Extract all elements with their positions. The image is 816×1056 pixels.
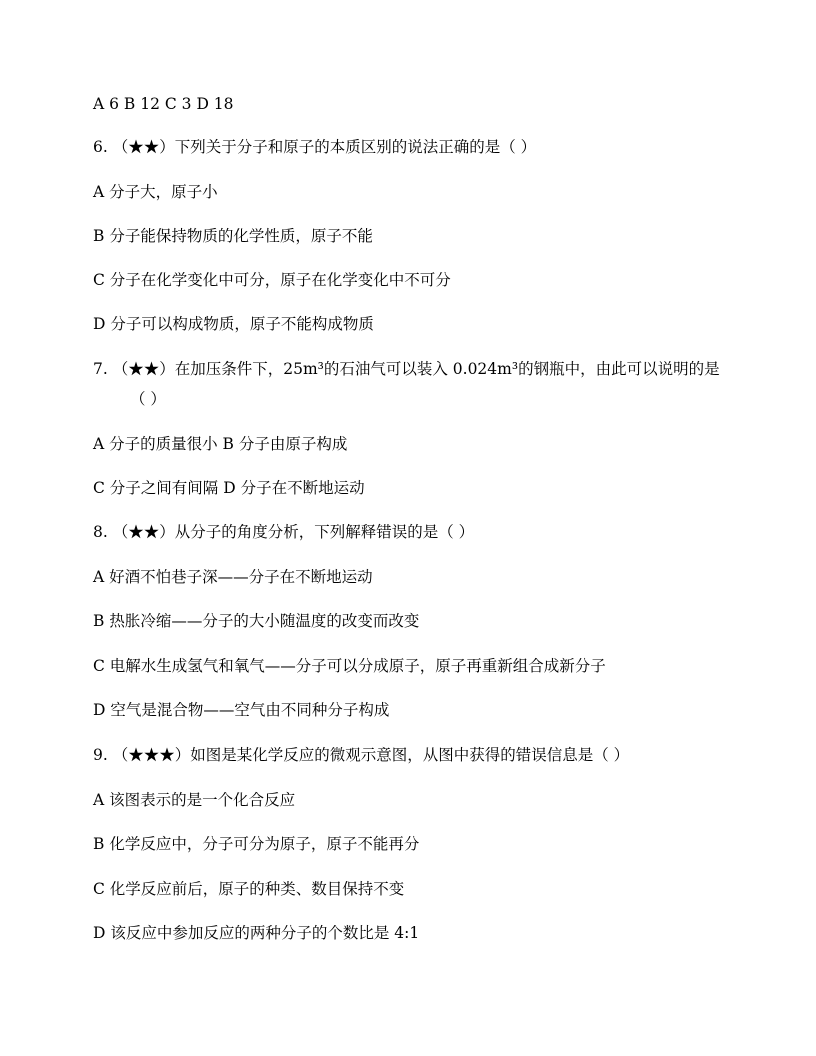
q8-option-b: B 热胀冷缩——分子的大小随温度的改变而改变 [93,612,420,630]
q9-stem: 9. （★★★）如图是某化学反应的微观示意图，从图中获得的错误信息是（ ） [93,746,630,764]
q8-option-d: D 空气是混合物——空气由不同种分子构成 [93,701,390,719]
q7-options-ab: A 分子的质量很小 B 分子由原子构成 [93,435,348,453]
q9-option-a: A 该图表示的是一个化合反应 [93,791,296,809]
q6-stem: 6. （★★）下列关于分子和原子的本质区别的说法正确的是（ ） [93,138,537,156]
q8-option-c: C 电解水生成氢气和氧气——分子可以分成原子，原子再重新组合成新分子 [93,657,606,675]
q6-option-b: B 分子能保持物质的化学性质，原子不能 [93,227,373,245]
q9-option-c: C 化学反应前后，原子的种类、数目保持不变 [93,880,405,898]
q6-option-a: A 分子大，原子小 [93,183,218,201]
q7-options-cd: C 分子之间有间隔 D 分子在不断地运动 [93,479,365,497]
q6-option-d: D 分子可以构成物质，原子不能构成物质 [93,315,374,333]
q9-option-d: D 该反应中参加反应的两种分子的个数比是 4:1 [93,924,420,942]
q7-stem: 7. （★★）在加压条件下，25m³的石油气可以装入 0.024m³的钢瓶中，由此可以说明的是 [93,360,720,378]
q6-option-c: C 分子在化学变化中可分，原子在化学变化中不可分 [93,271,451,289]
q8-stem: 8. （★★）从分子的角度分析，下列解释错误的是（ ） [93,523,475,541]
q9-option-b: B 化学反应中，分子可分为原子，原子不能再分 [93,835,420,853]
q7-stem-continued: （ ） [130,390,166,408]
q8-option-a: A 好酒不怕巷子深——分子在不断地运动 [93,568,373,586]
q5-options: A 6 B 12 C 3 D 18 [93,95,234,113]
